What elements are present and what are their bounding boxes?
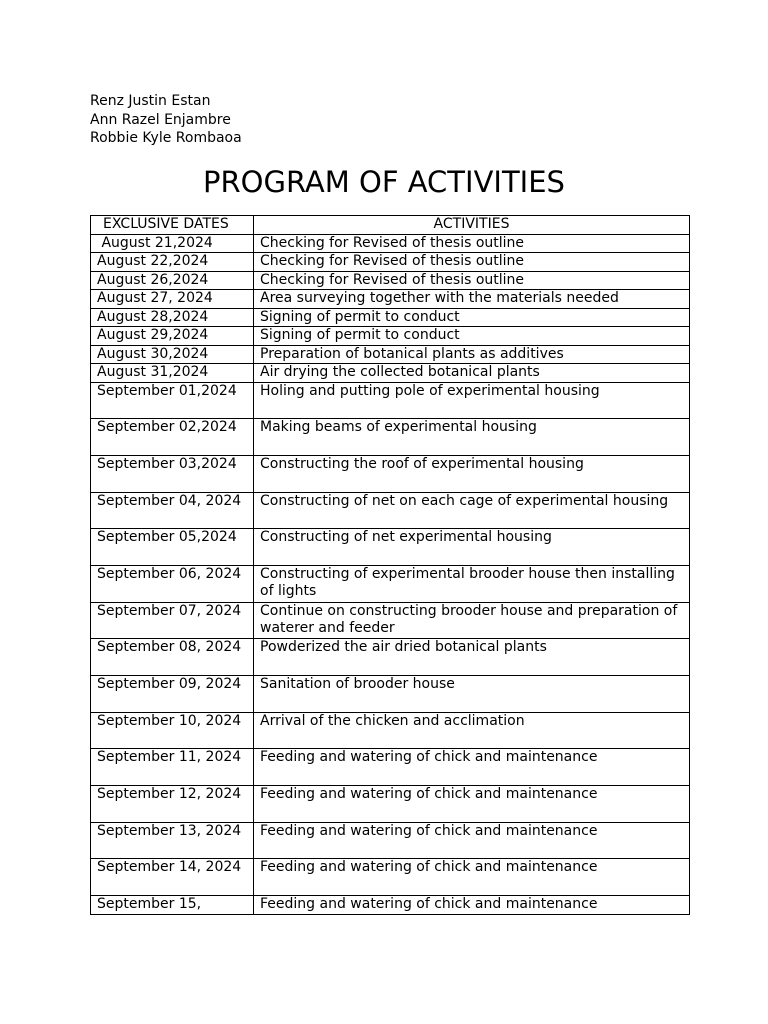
- date-cell: September 08, 2024: [91, 639, 254, 676]
- table-row: [91, 290, 690, 309]
- header-activities: ACTIVITIES: [254, 216, 690, 235]
- date-cell: August 31,2024: [91, 364, 254, 383]
- activity-cell: Constructing of net on each cage of experimental housing: [254, 492, 690, 529]
- table-row: [91, 253, 690, 272]
- table-row: [91, 234, 690, 253]
- activity-cell: Constructing of net experimental housing: [254, 529, 690, 566]
- activity-cell: Sanitation of brooder house: [254, 676, 690, 713]
- activity-cell: Checking for Revised of thesis outline: [254, 253, 690, 272]
- activity-cell: Constructing the roof of experimental housing: [254, 455, 690, 492]
- table-row: [91, 749, 690, 786]
- table-row: [91, 327, 690, 346]
- table-row: [91, 602, 690, 639]
- date-cell: September 02,2024: [91, 419, 254, 456]
- activity-cell: Constructing of experimental brooder house then installing of lights: [254, 565, 690, 602]
- activity-cell: Feeding and watering of chick and maintenance: [254, 859, 690, 896]
- date-cell: August 26,2024: [91, 271, 254, 290]
- activity-cell: Powderized the air dried botanical plants: [254, 639, 690, 676]
- table-row: [91, 822, 690, 859]
- date-cell: August 27, 2024: [91, 290, 254, 309]
- date-cell: September 12, 2024: [91, 786, 254, 823]
- activity-cell: Signing of permit to conduct: [254, 308, 690, 327]
- activity-cell: Air drying the collected botanical plants: [254, 364, 690, 383]
- date-cell: September 15,: [91, 896, 254, 915]
- table-row: [91, 896, 690, 915]
- table-row: [91, 308, 690, 327]
- date-cell: September 05,2024: [91, 529, 254, 566]
- activity-cell: Checking for Revised of thesis outline: [254, 271, 690, 290]
- author-name: Robbie Kyle Rombaoa: [90, 130, 242, 146]
- date-cell: September 07, 2024: [91, 602, 254, 639]
- table-row: [91, 676, 690, 713]
- table-row: [91, 786, 690, 823]
- activity-cell: Feeding and watering of chick and maintenance: [254, 896, 690, 915]
- date-cell: September 04, 2024: [91, 492, 254, 529]
- table-row: [91, 364, 690, 383]
- table-row: [91, 455, 690, 492]
- table-row: [91, 712, 690, 749]
- date-cell: September 13, 2024: [91, 822, 254, 859]
- page-title: PROGRAM OF ACTIVITIES: [203, 165, 565, 199]
- activity-cell: Area surveying together with the materials needed: [254, 290, 690, 309]
- table-row: [91, 639, 690, 676]
- table-row: [91, 382, 690, 419]
- table-row: [91, 529, 690, 566]
- date-cell: September 06, 2024: [91, 565, 254, 602]
- date-cell: September 10, 2024: [91, 712, 254, 749]
- activity-cell: Feeding and watering of chick and maintenance: [254, 749, 690, 786]
- activity-cell: Checking for Revised of thesis outline: [254, 234, 690, 253]
- activity-cell: Holing and putting pole of experimental housing: [254, 382, 690, 419]
- date-cell: August 28,2024: [91, 308, 254, 327]
- activity-cell: Feeding and watering of chick and maintenance: [254, 822, 690, 859]
- table-row: [91, 419, 690, 456]
- activity-cell: Making beams of experimental housing: [254, 419, 690, 456]
- activity-cell: Signing of permit to conduct: [254, 327, 690, 346]
- author-list: [90, 92, 242, 148]
- activity-cell: Continue on constructing brooder house and preparation of waterer and feeder: [254, 602, 690, 639]
- table-row: [91, 345, 690, 364]
- date-cell: September 03,2024: [91, 455, 254, 492]
- activity-cell: Preparation of botanical plants as additives: [254, 345, 690, 364]
- date-cell: September 14, 2024: [91, 859, 254, 896]
- table-row: [91, 492, 690, 529]
- activity-cell: Arrival of the chicken and acclimation: [254, 712, 690, 749]
- table-row: [91, 859, 690, 896]
- date-cell: September 11, 2024: [91, 749, 254, 786]
- date-cell: August 29,2024: [91, 327, 254, 346]
- date-cell: September 01,2024: [91, 382, 254, 419]
- date-cell: August 21,2024: [91, 234, 254, 253]
- activity-cell: Feeding and watering of chick and maintenance: [254, 786, 690, 823]
- table-row: [91, 565, 690, 602]
- table-header-row: [91, 216, 690, 235]
- author-name: Renz Justin Estan: [90, 93, 211, 109]
- date-cell: August 30,2024: [91, 345, 254, 364]
- date-cell: September 09, 2024: [91, 676, 254, 713]
- author-name: Ann Razel Enjambre: [90, 111, 231, 128]
- table-row: [91, 271, 690, 290]
- activities-table: [90, 215, 690, 915]
- header-exclusive-dates: EXCLUSIVE DATES: [91, 216, 254, 235]
- date-cell: August 22,2024: [91, 253, 254, 272]
